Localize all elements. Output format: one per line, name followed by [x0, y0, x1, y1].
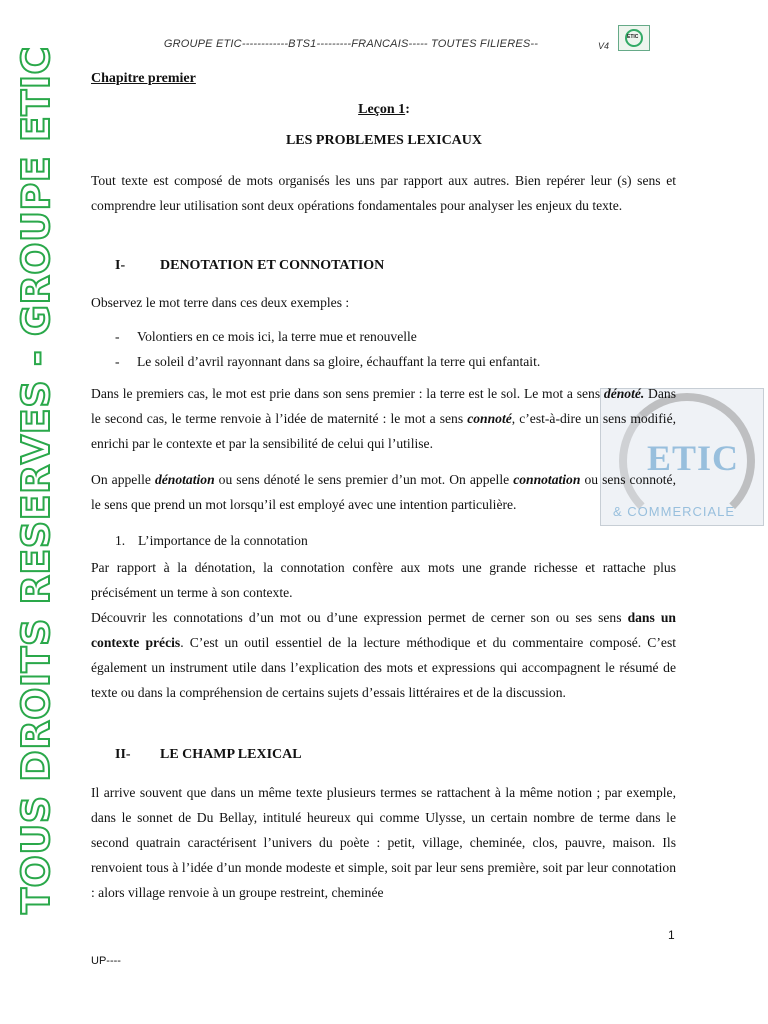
denotation-paragraph: Dans le premiers cas, le mot est prie dans son sens premier : la terre est le sol. Le mot a sens dénoté. Dans le second cas, le terme renvoie à l’idée de maternité : le mot a sens connoté, c’est-à-dire un sens modifié, enrichi par le contexte et par la sensibilité de celui qui l’utilise. — [91, 386, 677, 451]
section-1-number: I- — [115, 258, 126, 273]
section-2-number: II- — [115, 747, 131, 762]
lesson-suffix: : — [405, 102, 410, 117]
section-2-title: LE CHAMP LEXICAL — [160, 747, 302, 762]
importance-paragraph: Par rapport à la dénotation, la connotation confère aux mots une grande richesse et rattache plus précisément un terme à son contexte. — [91, 560, 676, 600]
definition-paragraph: On appelle dénotation ou sens dénoté le sens premier d’un mot. On appelle connotation ou sens connoté, le sens que prend un mot lorsqu’il est employé avec une intention particulière. — [91, 472, 676, 512]
observe-paragraph: Observez le mot terre dans ces deux exemples : — [91, 295, 350, 310]
version-label: V4 — [598, 41, 610, 51]
list-item: - Volontiers en ce mois ici, la terre mue et renouvelle — [115, 329, 417, 344]
list-item: - Le soleil d’avril rayonnant dans sa gloire, échauffant la terre qui enfantait. — [115, 354, 541, 369]
section-1-heading — [115, 258, 384, 274]
subsection-heading — [115, 533, 308, 549]
stamp-sub-text: & COMMERCIALE — [613, 504, 736, 519]
lesson-heading — [0, 102, 768, 118]
discover-paragraph: Découvrir les connotations d’un mot ou d’une expression permet de cerner son ou ses sens dans un contexte précis. C’est un outil essentiel de la lecture méthodique et du commentaire composé. C’est également un instrument utile dans l’explication des mots et expressions qui accompagnent le résumé de texte ou dans la compréhension de certains sujets d’essais littéraires et de la discussion. — [91, 610, 677, 700]
side-watermark: TOUS DROITS RESERVES - GROUPE ETIC — [14, 46, 58, 914]
subsection-number: 1. — [115, 533, 126, 548]
chapter-heading: Chapitre premier — [91, 71, 196, 86]
page-footer: UP---- — [91, 955, 121, 967]
etic-logo-icon — [618, 25, 650, 51]
page-number: 1 — [668, 928, 675, 942]
lesson-title: LES PROBLEMES LEXICAUX — [285, 133, 483, 148]
bullet-text: Volontiers en ce mois ici, la terre mue et renouvelle — [137, 329, 417, 344]
stamp-main-text: ETIC — [647, 438, 740, 478]
intro-paragraph: Tout texte est composé de mots organisés les uns par rapport aux autres. Bien repérer leur (s) sens et comprendre leur utilisation sont deux opérations fondamentales pour analyser les enjeux du texte. — [91, 173, 676, 213]
subsection-title: L’importance de la connotation — [138, 533, 308, 548]
logo-text: ETIC — [627, 34, 639, 40]
section-2-heading — [115, 747, 302, 763]
section-1-title: DENOTATION ET CONNOTATION — [160, 258, 385, 273]
page-header: GROUPE ETIC------------BTS1---------FRANCAIS----- TOUTES FILIERES-- — [163, 38, 539, 50]
lesson-label: Leçon 1 — [358, 102, 406, 117]
bullet-text: Le soleil d’avril rayonnant dans sa gloire, échauffant la terre qui enfantait. — [137, 354, 541, 369]
lexical-field-paragraph: Il arrive souvent que dans un même texte plusieurs termes se rattachent à la même notion ; par exemple, dans le sonnet de Du Bellay, intitulé heureux qui comme Ulysse, un certain nombre de terme dans le second quatrain caractérisent l’univers du poète : petit, village, cheminée, clos, pauvre, maison. Ils renvoient tous à l’idée d’un monde modeste et simple, soit par leur sens première, soit par leur connotation : alors village renvoie à un groupe restreint, cheminée — [91, 785, 676, 900]
